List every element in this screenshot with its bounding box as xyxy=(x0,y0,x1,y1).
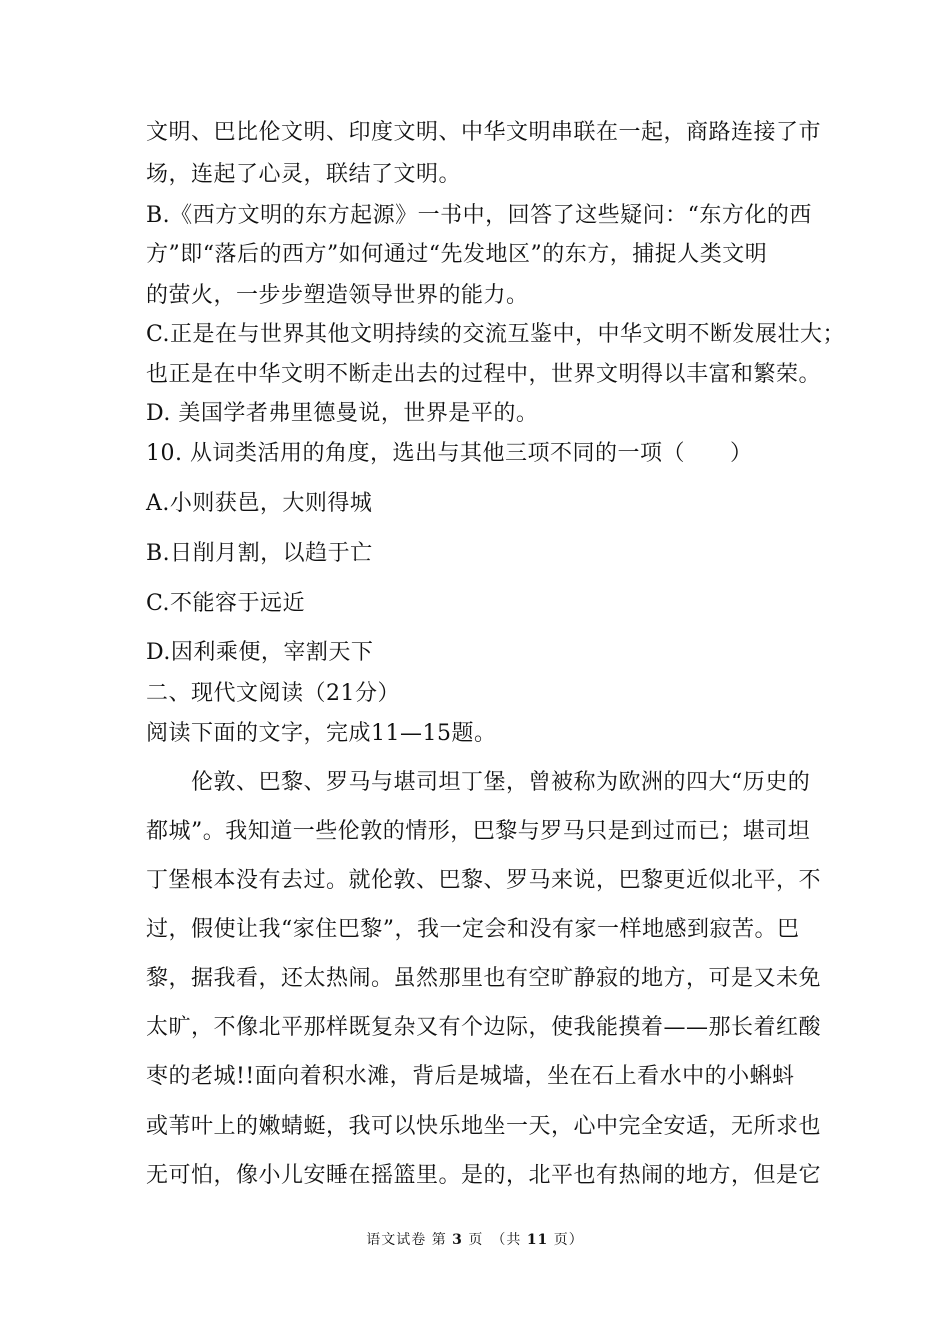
text-line: C.正是在与世界其他文明持续的交流互鉴中，中华文明不断发展壮大； xyxy=(146,322,846,347)
reading-instruction: 阅读下面的文字，完成11—15题。 xyxy=(146,721,497,746)
passage-line: 都城”。我知道一些伦敦的情形，巴黎与罗马只是到过而已；堪司坦 xyxy=(146,819,811,844)
passage-line: 伦敦、巴黎、罗马与堪司坦丁堡，曾被称为欧洲的四大“历史的 xyxy=(146,770,811,795)
footer-total-pages: 11 xyxy=(526,1232,549,1248)
text-line: B.《西方文明的东方起源》一书中，回答了这些疑问：“东方化的西 xyxy=(146,203,812,228)
page-footer xyxy=(0,1230,950,1250)
text-line: 方”即“落后的西方”如何通过“先发地区”的东方，捕捉人类文明 xyxy=(146,242,768,267)
text-line: 也正是在中华文明不断走出去的过程中，世界文明得以丰富和繁荣。 xyxy=(146,362,822,387)
text-line: D. 美国学者弗里德曼说，世界是平的。 xyxy=(146,401,539,426)
footer-page-number: 3 xyxy=(452,1232,463,1248)
option-a: A.小则获邑，大则得城 xyxy=(146,491,373,516)
passage-line: 丁堡根本没有去过。就伦敦、巴黎、罗马来说，巴黎更近似北平，不 xyxy=(146,868,822,893)
passage-line: 过，假使让我“家住巴黎”，我一定会和没有家一样地感到寂苦。巴 xyxy=(146,917,800,942)
option-c: C.不能容于远近 xyxy=(146,591,306,616)
text-line: 的萤火，一步步塑造领导世界的能力。 xyxy=(146,283,529,308)
passage-line: 太旷，不像北平那样既复杂又有个边际，使我能摸着——那长着红酸 xyxy=(146,1015,822,1040)
question-10-stem: 10. 从词类活用的角度，选出与其他三项不同的一项（ ） xyxy=(146,441,753,466)
text-line: 文明、巴比伦文明、印度文明、中华文明串联在一起，商路连接了市 xyxy=(146,120,822,145)
option-d: D.因利乘便，宰割天下 xyxy=(146,640,374,665)
footer-suffix: 页） xyxy=(553,1232,584,1248)
text-line: 场，连起了心灵，联结了文明。 xyxy=(146,162,462,187)
footer-middle: 页 （共 xyxy=(468,1232,522,1248)
passage-line: 枣的老城!!面向着积水滩，背后是城墙，坐在石上看水中的小蝌蚪 xyxy=(146,1064,795,1089)
passage-line: 黎，据我看，还太热闹。虽然那里也有空旷静寂的地方，可是又未免 xyxy=(146,966,822,991)
footer-prefix: 语文试卷 第 xyxy=(366,1232,447,1248)
passage-line: 或苇叶上的嫩蜻蜓，我可以快乐地坐一天，心中完全安适，无所求也 xyxy=(146,1114,822,1139)
option-b: B.日削月割，以趋于亡 xyxy=(146,541,373,566)
section-heading: 二、现代文阅读（21分） xyxy=(146,681,400,706)
passage-line: 无可怕，像小儿安睡在摇篮里。是的，北平也有热闹的地方，但是它 xyxy=(146,1163,822,1188)
